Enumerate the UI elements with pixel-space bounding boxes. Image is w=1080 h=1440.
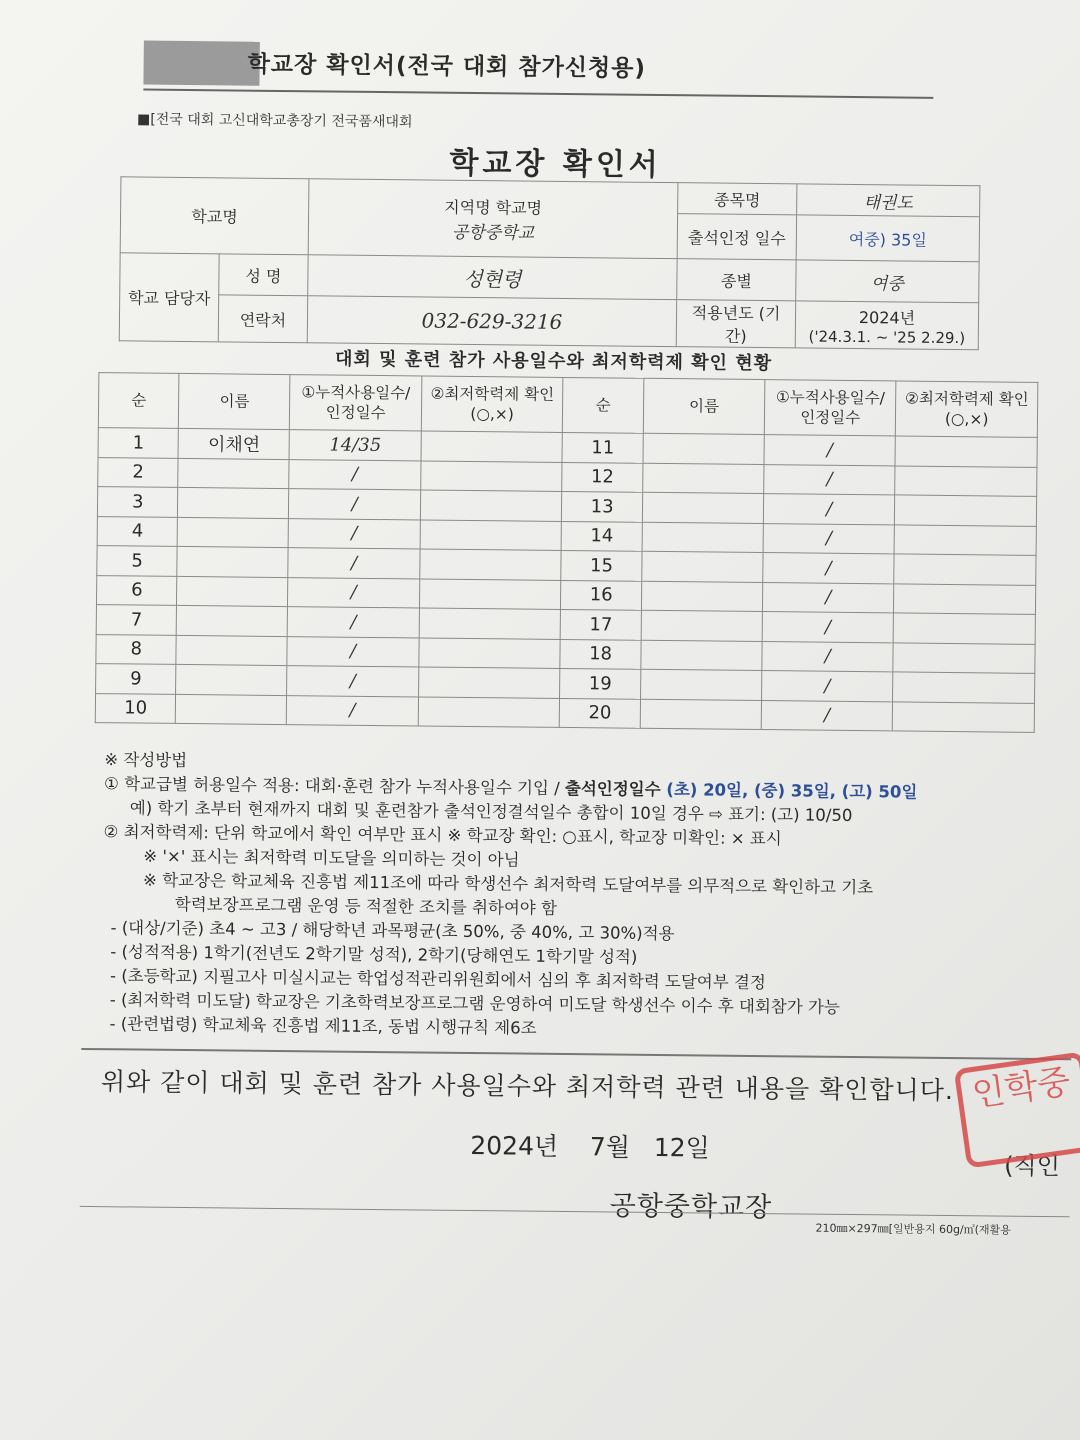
category-label: 종별 bbox=[677, 259, 796, 301]
row-name bbox=[641, 640, 762, 671]
year-value: 2024년 bbox=[858, 307, 916, 328]
school-name: 공항중학교 bbox=[451, 222, 535, 244]
instruction-line-2: 예) 학기 초부터 현재까지 대회 및 훈련참가 출석인정결석일수 총합이 10일 경우 ⇨ 표기: (고) 10/50 bbox=[129, 798, 853, 826]
row-name bbox=[641, 610, 762, 641]
row-no: 20 bbox=[560, 698, 641, 728]
row-name bbox=[177, 546, 288, 577]
contact-value: 032-629-3216 bbox=[307, 296, 676, 347]
school-region-label: 지역명 학교명 bbox=[444, 197, 543, 218]
row-no: 11 bbox=[562, 432, 643, 462]
period-value: ('24.3.1. ~ '25 2.29.) bbox=[808, 327, 966, 347]
row-academic bbox=[421, 431, 563, 462]
competition-subtitle: ■[전국 대회 고신대학교총장기 전국품새대회 bbox=[136, 111, 413, 131]
row-days: / bbox=[763, 523, 895, 554]
row-name bbox=[641, 581, 762, 612]
instruction-1c: (초) 20일, (중) 35일, (고) 50일 bbox=[660, 779, 918, 802]
instruction-1b: 출석인정일수 bbox=[564, 778, 661, 799]
row-no: 14 bbox=[561, 521, 642, 551]
col-academic-right: ②최저학력제 확인(○,×) bbox=[896, 381, 1038, 437]
row-name bbox=[178, 487, 289, 518]
row-no: 13 bbox=[562, 491, 643, 521]
paper-spec: 210㎜×297㎜[일반용지 60g/㎡(재활용 bbox=[815, 1221, 1011, 1237]
table-header-row bbox=[98, 373, 1038, 438]
row-no: 9 bbox=[96, 664, 177, 694]
row-academic bbox=[421, 460, 563, 491]
document-title: 학교장 확인서 bbox=[449, 145, 662, 183]
instructions-heading: ※ 작성방법 bbox=[104, 750, 188, 771]
name-label: 성 명 bbox=[219, 254, 308, 296]
row-name bbox=[178, 517, 289, 548]
row-name bbox=[642, 551, 763, 582]
bottom-divider bbox=[80, 1206, 1070, 1217]
instruction-line-10: - (최저학력 미도달) 학교장은 기초학력보장프로그램 운영하여 미도달 학생선수 이수 후 대회참가 가능 bbox=[109, 990, 840, 1017]
row-no: 6 bbox=[96, 575, 177, 605]
row-name bbox=[178, 458, 289, 489]
row-academic bbox=[893, 672, 1035, 703]
name-value: 성현령 bbox=[308, 255, 677, 300]
row-no: 17 bbox=[561, 609, 642, 639]
row-academic bbox=[418, 667, 560, 698]
row-academic bbox=[894, 554, 1036, 585]
instruction-line-5: ※ 학교장은 학교체육 진흥법 제11조에 따라 학생선수 최저학력 도달여부를 의무적으로 확인하고 기초 bbox=[143, 870, 874, 898]
school-cell bbox=[308, 179, 678, 259]
header-marker bbox=[143, 41, 259, 86]
event-label: 종목명 bbox=[678, 183, 797, 215]
row-days: / bbox=[289, 518, 421, 549]
row-no: 1 bbox=[98, 428, 179, 458]
row-days: / bbox=[289, 459, 421, 490]
row-academic bbox=[419, 637, 561, 668]
row-days: / bbox=[761, 700, 893, 731]
row-academic bbox=[420, 549, 562, 580]
row-academic bbox=[895, 495, 1037, 526]
section-title: 대회 및 훈련 참가 사용일수와 최저학력제 확인 현황 bbox=[334, 348, 773, 375]
row-days: / bbox=[287, 695, 419, 726]
row-academic bbox=[894, 524, 1036, 555]
row-days: / bbox=[289, 489, 421, 520]
col-name-right: 이름 bbox=[643, 378, 765, 434]
row-no: 19 bbox=[560, 668, 641, 698]
row-name: 이채연 bbox=[178, 428, 289, 459]
seal-note: (직인 bbox=[1004, 1151, 1061, 1181]
instructions-divider bbox=[81, 1048, 1071, 1060]
row-days: / bbox=[762, 582, 894, 613]
row-no: 7 bbox=[96, 605, 177, 635]
row-name bbox=[177, 605, 288, 636]
row-academic bbox=[420, 490, 562, 521]
row-no: 10 bbox=[95, 693, 176, 723]
row-name bbox=[176, 635, 287, 666]
row-days: / bbox=[764, 435, 896, 466]
instruction-1a: ① 학교급별 허용일수 적용: 대회·훈련 참가 누적사용일수 기입 / bbox=[104, 774, 566, 798]
row-no: 16 bbox=[561, 580, 642, 610]
row-days: / bbox=[763, 494, 895, 525]
col-no-left: 순 bbox=[98, 373, 179, 429]
instruction-line-6: 학력보장프로그램 운영 등 적절한 조치를 취하여야 함 bbox=[174, 894, 558, 918]
row-no: 3 bbox=[97, 487, 178, 517]
row-days: / bbox=[762, 641, 894, 672]
category-value: 여중 bbox=[796, 260, 979, 303]
col-academic-left: ②최저학력제 확인(○,×) bbox=[421, 376, 563, 432]
row-days: / bbox=[764, 464, 896, 495]
row-name bbox=[176, 664, 287, 695]
row-academic bbox=[419, 608, 561, 639]
issue-date: 2024년 7월 12일 bbox=[470, 1131, 710, 1163]
contact-label: 연락처 bbox=[218, 295, 307, 343]
row-name bbox=[177, 576, 288, 607]
manager-label: 학교 담당자 bbox=[119, 253, 219, 342]
row-days: / bbox=[763, 553, 895, 584]
row-days: 14/35 bbox=[289, 430, 421, 461]
instruction-line-7: - (대상/기준) 초4 ~ 고3 / 해당학년 과목평균(초 50%, 중 40%, 고 30%)적용 bbox=[110, 918, 675, 944]
instructions bbox=[101, 748, 1080, 1046]
row-no: 4 bbox=[97, 516, 178, 546]
header-title: 학교장 확인서(전국 대회 참가신청용) bbox=[247, 51, 647, 82]
row-name bbox=[640, 669, 761, 700]
row-no: 8 bbox=[96, 634, 177, 664]
row-name bbox=[176, 694, 287, 725]
school-label: 학교명 bbox=[120, 177, 309, 255]
row-days: / bbox=[288, 548, 420, 579]
row-academic bbox=[895, 465, 1037, 496]
participation-table bbox=[95, 372, 1039, 733]
instruction-line-9: - (초등학교) 지필고사 미실시교는 학업성적관리위원회에서 심의 후 최저학력 도달여부 결정 bbox=[109, 966, 766, 993]
row-academic bbox=[893, 642, 1035, 673]
instruction-line-4: ※ '×' 표시는 최저학력 미도달을 의미하는 것이 아님 bbox=[143, 846, 520, 870]
row-days: / bbox=[762, 671, 894, 702]
row-name bbox=[643, 463, 764, 494]
row-no: 12 bbox=[562, 462, 643, 492]
row-academic bbox=[419, 578, 561, 609]
year-cell bbox=[795, 301, 978, 350]
instruction-line-11: - (관련법령) 학교체육 진흥법 제11조, 동법 시행규칙 제6조 bbox=[109, 1014, 537, 1038]
col-days-left: ①누적사용일수/인정일수 bbox=[290, 375, 422, 431]
year-label: 적용년도 (기간) bbox=[676, 300, 795, 348]
row-academic bbox=[420, 519, 562, 550]
row-no: 15 bbox=[561, 550, 642, 580]
row-days: / bbox=[288, 607, 420, 638]
row-no: 5 bbox=[97, 546, 178, 576]
row-days: / bbox=[762, 612, 894, 643]
col-days-right: ①누적사용일수/인정일수 bbox=[764, 380, 896, 436]
confirmation-text: 위와 같이 대회 및 훈련 참가 사용일수와 최저학력 관련 내용을 확인합니다. bbox=[100, 1067, 955, 1106]
row-academic bbox=[894, 613, 1036, 644]
attendance-label: 출석인정 일수 bbox=[677, 214, 796, 260]
school-info-table bbox=[119, 176, 981, 350]
official-seal-stamp: 인학중 bbox=[954, 1051, 1080, 1168]
principal-title: 공항중학교장 bbox=[609, 1190, 773, 1224]
header-divider bbox=[143, 89, 933, 99]
row-days: / bbox=[287, 666, 419, 697]
row-days: / bbox=[288, 577, 420, 608]
col-no-right: 순 bbox=[563, 377, 644, 433]
attendance-value: 여중) 35일 bbox=[796, 215, 979, 262]
row-name bbox=[643, 433, 764, 464]
row-no: 2 bbox=[98, 457, 179, 487]
row-academic bbox=[893, 701, 1035, 732]
row-days: / bbox=[287, 636, 419, 667]
row-academic bbox=[895, 436, 1037, 467]
instruction-line-3: ② 최저학력제: 단위 학교에서 확인 여부만 표시 ※ 학교장 확인: ○표시, 학교장 미확인: × 표시 bbox=[103, 822, 782, 849]
row-name bbox=[642, 522, 763, 553]
row-academic bbox=[894, 583, 1036, 614]
row-name bbox=[640, 699, 761, 730]
row-academic bbox=[418, 696, 560, 727]
row-no: 18 bbox=[560, 639, 641, 669]
event-value: 태권도 bbox=[797, 184, 980, 217]
col-name-left: 이름 bbox=[179, 373, 291, 429]
table-body bbox=[95, 428, 1037, 733]
row-name bbox=[642, 492, 763, 523]
instruction-line-8: - (성적적용) 1학기(전년도 2학기말 성적), 2학기(당해연도 1학기말 성적) bbox=[110, 942, 638, 967]
